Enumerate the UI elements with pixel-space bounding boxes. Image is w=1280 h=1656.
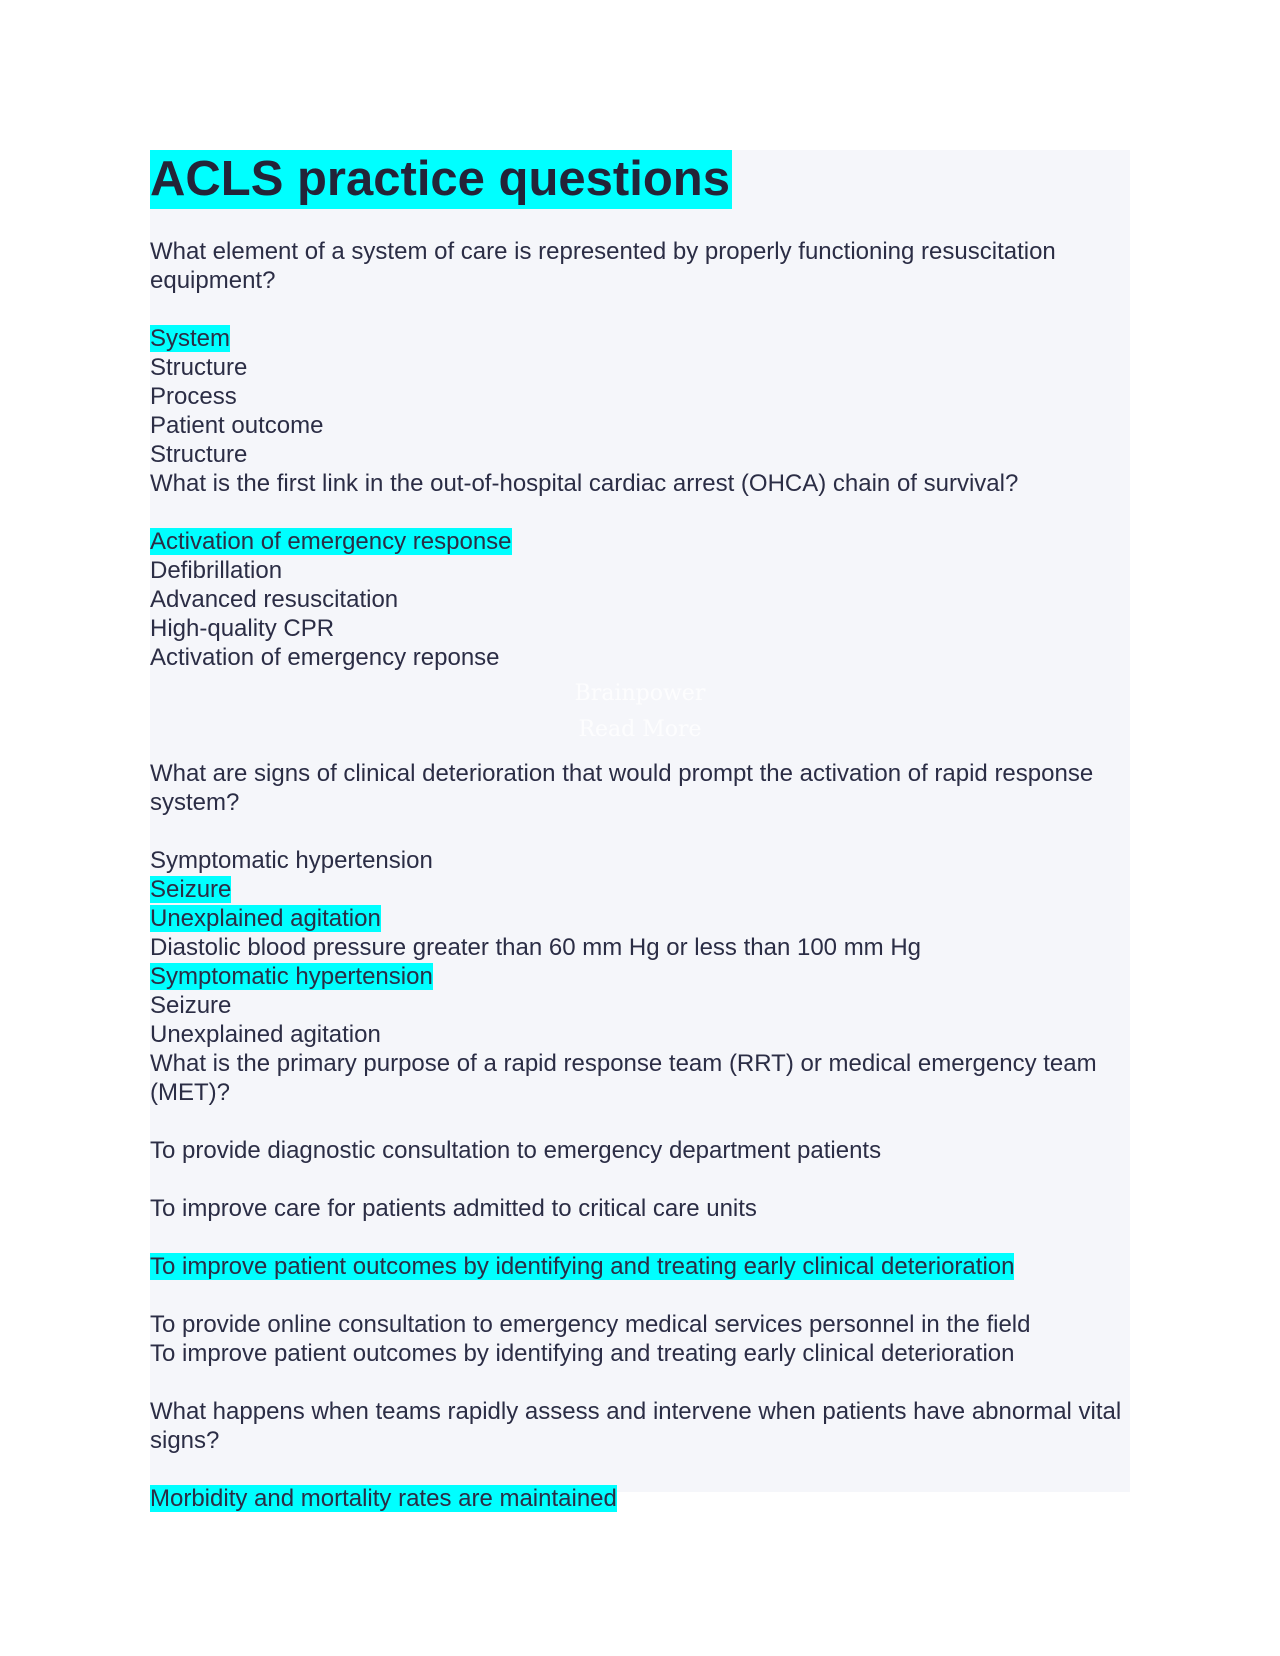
q2-answer-highlighted: Activation of emergency response [150,528,512,555]
q1-option: Structure [150,354,248,381]
document-content [150,150,1130,1513]
page-title: ACLS practice questions [150,150,732,209]
q3-answer-highlighted: Unexplained agitation [150,905,381,932]
question-3: What are signs of clinical deterioration that would prompt the activation of rapid response system? [150,760,1094,816]
q1-option: Patient outcome [150,412,324,439]
q5-answer-highlighted: Morbidity and mortality rates are maintained [150,1485,617,1512]
q4-option: To improve care for patients admitted to critical care units [150,1195,757,1222]
question-2: What is the first link in the out-of-hospital cardiac arrest (OHCA) chain of survival? [150,470,1019,497]
q3-correct-answer: Unexplained agitation [150,1021,381,1048]
q3-answer-highlighted: Seizure [150,876,232,903]
q3-option: Symptomatic hypertension [150,847,433,874]
q1-option: Process [150,383,237,410]
q2-correct-answer: Activation of emergency reponse [150,644,500,671]
q3-option: Diastolic blood pressure greater than 60 mm Hg or less than 100 mm Hg [150,934,922,961]
watermark-read-more-link[interactable]: Read More [578,717,702,742]
q4-option: To provide diagnostic consultation to emergency department patients [150,1137,882,1164]
question-5: What happens when teams rapidly assess and intervene when patients have abnormal vital signs? [150,1398,1122,1454]
q1-answer-highlighted: System [150,325,231,352]
q2-option: Advanced resuscitation [150,586,399,613]
q2-option: Defibrillation [150,557,283,584]
q3-answer-highlighted: Symptomatic hypertension [150,963,433,990]
q2-option: High-quality CPR [150,615,335,642]
question-4: What is the primary purpose of a rapid response team (RRT) or medical emergency team (MET)? [150,1050,1097,1106]
q3-correct-answer: Seizure [150,992,232,1019]
q4-answer-highlighted: To improve patient outcomes by identifying and treating early clinical deterioration [150,1253,1015,1280]
q4-option: To provide online consultation to emergency medical services personnel in the field [150,1311,1031,1338]
question-1: What element of a system of care is represented by properly functioning resuscitation equipment? [150,238,1056,294]
q1-correct-answer: Structure [150,441,248,468]
q4-correct-answer: To improve patient outcomes by identifying and treating early clinical deterioration [150,1340,1015,1367]
watermark-brand: Brainpower [574,681,706,706]
